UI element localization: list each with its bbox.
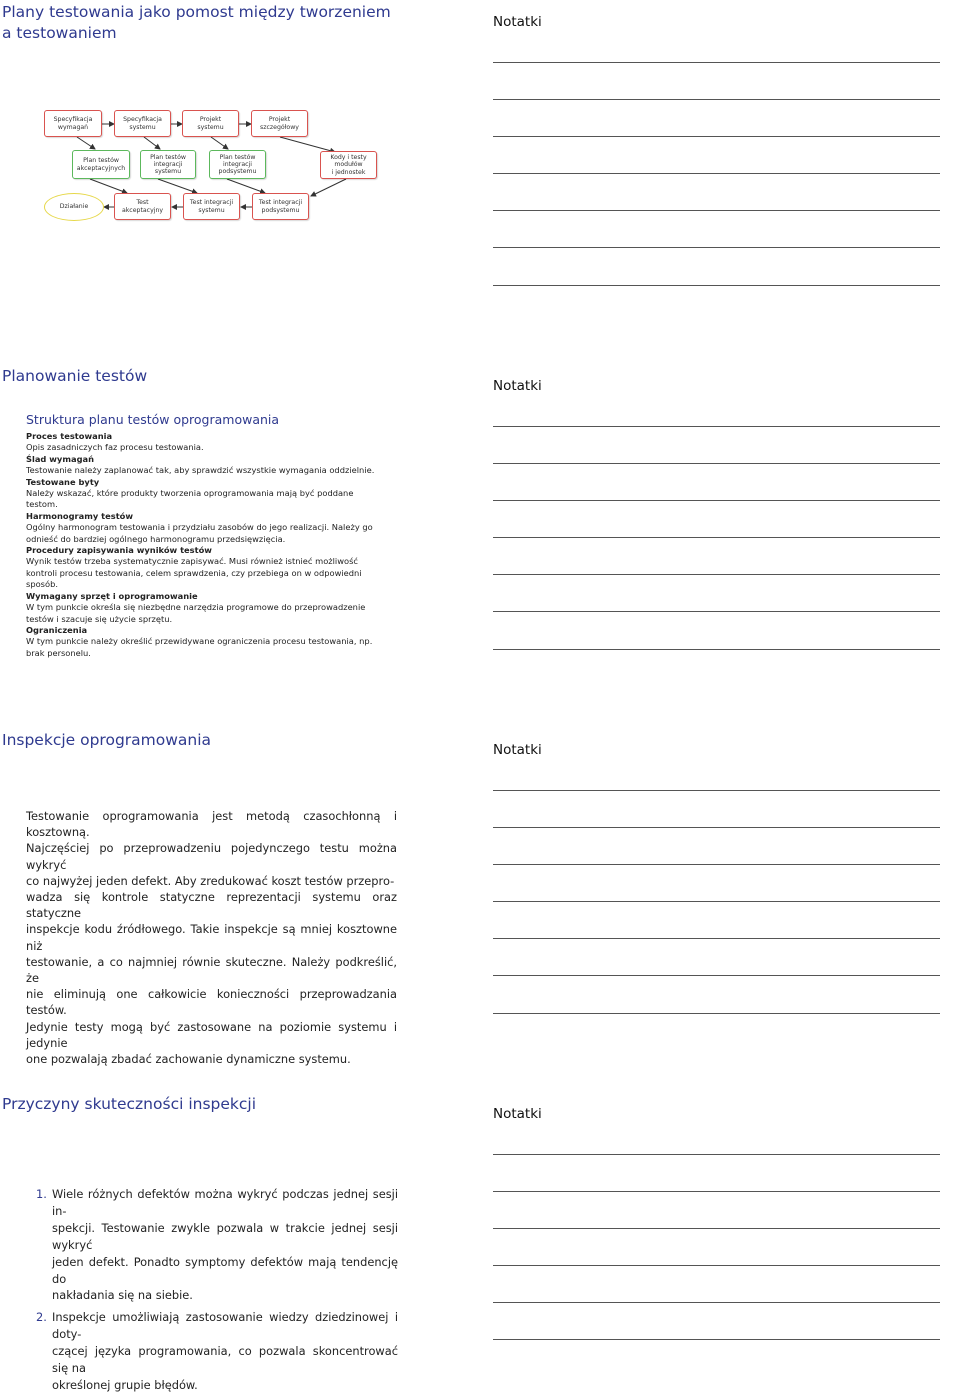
section-slad-wymagan: [26, 454, 376, 477]
item-line: określonej grupie błędów.: [52, 1377, 198, 1392]
paragraph-line: nie eliminują one całkowicie konieczności przeprowadzania testów.: [26, 987, 397, 1018]
note-line[interactable]: [493, 247, 940, 248]
section-heading: Harmonogramy testów: [26, 510, 134, 521]
note-line[interactable]: [493, 864, 940, 865]
note-line[interactable]: [493, 285, 940, 286]
section-text: W tym punkcie należy określić przewidywane ograniczenia procesu testowania, np.: [26, 636, 373, 647]
note-line[interactable]: [493, 1302, 940, 1303]
section-wymagany-sprzet: [26, 591, 376, 625]
slide-title: Inspekcje oprogramowania: [2, 731, 212, 749]
box-test-akceptacyjny: Test akceptacyjny: [114, 193, 171, 220]
paragraph-line: testowanie, a co najmniej równie skuteczne. Należy podkreślić, że: [26, 954, 397, 986]
note-line[interactable]: [493, 649, 940, 650]
box-test-integracji-podsystemu: Test integracji podsystemu: [252, 193, 309, 220]
section-text: Wynik testów trzeba systematycznie zapisywać. Musi również istnieć możliwość: [26, 556, 358, 567]
slide-title: Przyczyny skuteczności inspekcji: [2, 1095, 257, 1113]
section-text: brak personelu.: [26, 647, 91, 658]
section-text: testów i szacuje się użycie sprzętu.: [26, 613, 173, 624]
note-line[interactable]: [493, 500, 940, 501]
item-number: 1.: [36, 1187, 47, 1201]
section-harmonogramy: [26, 511, 376, 545]
note-line[interactable]: [493, 1339, 940, 1340]
box-plan-testow-akceptacyjnych: Plan testów akceptacyjnych: [72, 150, 130, 179]
notes-panel-4: [480, 1092, 960, 1378]
paragraph-line: co najwyżej jeden defekt. Aby zredukować koszt testów przepro-: [26, 873, 395, 888]
slide-test-planning: [0, 364, 480, 704]
note-line[interactable]: [493, 574, 940, 575]
paragraph-line: one pozwalają zbadać zachowanie dynamiczne systemu.: [26, 1052, 351, 1067]
list-item: [36, 1186, 398, 1304]
note-line[interactable]: [493, 99, 940, 100]
box-specyfikacja-wymagan: Specyfikacja wymagań: [44, 110, 102, 137]
slide-title: Plany testowania jako pomost między tworzeniem a testowaniem: [2, 3, 391, 42]
box-test-integracji-systemu: Test integracji systemu: [183, 193, 240, 220]
item-line: Inspekcje umożliwiają zastosowanie wiedzy dziedzinowej i doty-: [52, 1310, 398, 1342]
section-text: kontroli procesu testowania, celem sprawdzenia, czy przebiega on w odpowiedni: [26, 567, 362, 578]
box-kody-i-testy: Kody i testy modułów i jednostek: [320, 151, 377, 179]
slide-software-inspections: [0, 728, 480, 1068]
notes-label: Notatki: [493, 378, 542, 394]
note-line[interactable]: [493, 1013, 940, 1014]
note-line[interactable]: [493, 901, 940, 902]
slide-inspection-effectiveness: [0, 1092, 480, 1392]
item-line: spekcji. Testowanie zwykle pozwala w trakcie jednej sesji wykryć: [52, 1220, 398, 1252]
note-line[interactable]: [493, 827, 940, 828]
ellipse-dzialanie: Działanie: [44, 193, 104, 221]
notes-label: Notatki: [493, 742, 542, 758]
list-item: [36, 1309, 398, 1394]
section-testowane-byty: [26, 477, 376, 511]
notes-label: Notatki: [493, 1106, 542, 1122]
paragraph-line: inspekcje kodu źródłowego. Takie inspekcje są mniej kosztowne niż: [26, 922, 397, 953]
section-proces-testowania: [26, 431, 376, 454]
test-plans-diagram: [0, 0, 480, 240]
note-line[interactable]: [493, 938, 940, 939]
note-line[interactable]: [493, 1228, 940, 1229]
note-line[interactable]: [493, 537, 940, 538]
section-heading: Procedury zapisywania wyników testów: [26, 545, 212, 556]
section-text: Testowanie należy zaplanować tak, aby sprawdzić wszystkie wymagania oddzielnie.: [26, 465, 375, 476]
note-line[interactable]: [493, 1191, 940, 1192]
note-line[interactable]: [493, 790, 940, 791]
section-heading: Proces testowania: [26, 431, 113, 441]
note-line[interactable]: [493, 426, 940, 427]
section-heading: Testowane byty: [26, 476, 100, 487]
slide-subtitle: Struktura planu testów oprogramowania: [26, 412, 280, 427]
notes-label: Notatki: [493, 14, 542, 30]
paragraph-line: Testowanie oprogramowania jest metodą czasochłonną i kosztowną.: [26, 809, 397, 840]
section-text: odnieść do bardziej ogólnego harmonogramu przedsięwzięcia.: [26, 533, 286, 544]
notes-panel-3: [480, 728, 960, 1068]
section-text: Ogólny harmonogram testowania i przydziału zasobów do jego realizacji. Należy go: [26, 522, 373, 533]
item-line: jeden defekt. Ponadto symptomy defektów mają tendencję do: [52, 1254, 398, 1286]
note-line[interactable]: [493, 611, 940, 612]
plan-structure-list: [26, 431, 376, 659]
section-text: W tym punkcie określa się niezbędne narzędzia programowe do przeprowadzenie: [26, 602, 366, 613]
reasons-list: [36, 1186, 398, 1394]
note-line[interactable]: [493, 1265, 940, 1266]
note-line[interactable]: [493, 975, 940, 976]
section-ograniczenia: [26, 625, 376, 659]
section-heading: Ograniczenia: [26, 624, 88, 635]
slide-test-plans: [0, 0, 480, 340]
section-text: Należy wskazać, które produkty tworzenia oprogramowania mają być poddane testom.: [26, 488, 354, 510]
notes-panel-2: [480, 364, 960, 704]
section-text: Opis zasadniczych faz procesu testowania.: [26, 442, 204, 453]
box-projekt-szczegolowy: Projekt szczegółowy: [251, 110, 308, 137]
item-line: czącej języka programowania, co pozwala skoncentrować się na: [52, 1344, 398, 1376]
note-line[interactable]: [493, 1154, 940, 1155]
item-line: nakładania się na siebie.: [52, 1288, 193, 1303]
inspections-paragraph: [26, 808, 397, 1067]
note-line[interactable]: [493, 136, 940, 137]
box-specyfikacja-systemu: Specyfikacja systemu: [114, 110, 171, 137]
box-plan-testow-integracji-systemu: Plan testów integracji systemu: [140, 150, 196, 179]
section-heading: Wymagany sprzęt i oprogramowanie: [26, 590, 198, 601]
paragraph-line: Najczęściej po przeprowadzeniu pojedynczego testu można wykryć: [26, 841, 397, 872]
item-line: Wiele różnych defektów można wykryć podczas jednej sesji in-: [52, 1187, 398, 1218]
paragraph-line: wadza się kontrole statyczne reprezentacji systemu oraz statyczne: [26, 890, 397, 921]
box-projekt-systemu: Projekt systemu: [182, 110, 239, 137]
note-line[interactable]: [493, 210, 940, 211]
section-text: sposób.: [26, 579, 58, 590]
item-number: 2.: [36, 1310, 47, 1325]
section-procedury: [26, 545, 376, 591]
paragraph-line: Jedynie testy mogą być zastosowane na poziomie systemu i jedynie: [26, 1019, 397, 1050]
notes-panel-1: [480, 0, 960, 340]
note-line[interactable]: [493, 62, 940, 63]
section-heading: Ślad wymagań: [26, 453, 95, 464]
slide-title: Planowanie testów: [2, 367, 148, 385]
box-plan-testow-integracji-podsystemu: Plan testów integracji podsystemu: [209, 150, 266, 179]
note-line[interactable]: [493, 463, 940, 464]
note-line[interactable]: [493, 173, 940, 174]
